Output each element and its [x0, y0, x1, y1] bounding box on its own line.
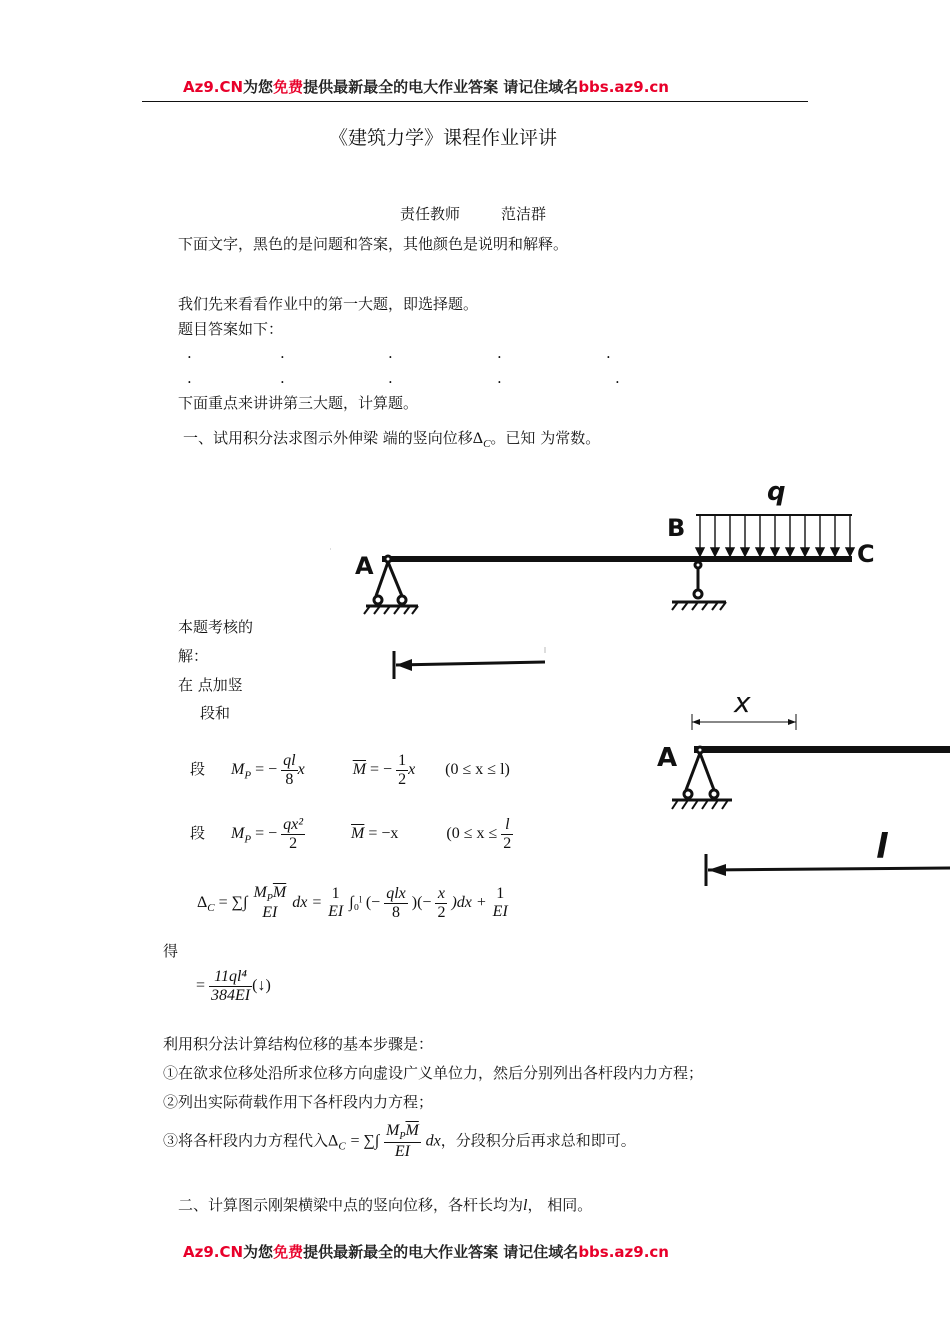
label-c: C [857, 540, 875, 568]
integral-body: ∫₀ˡ (− [349, 893, 381, 911]
result-numerator: 11ql⁴ [209, 968, 252, 987]
mbar-in-integral: $\overline{M}$ [272, 884, 287, 901]
header-banner [183, 76, 669, 97]
step-2: ②列出实际荷载作用下各杆段内力方程； [163, 1093, 434, 1111]
segment-2-label: 段 [190, 824, 206, 843]
step-3-ei: EI [394, 1143, 410, 1161]
denominator-2b: 2 [289, 835, 298, 852]
question-2-text-b: ， 相同。 [527, 1196, 593, 1214]
label-a-2: A [657, 743, 678, 773]
equation-segment-2 [190, 816, 513, 853]
pin-support-a-2 [672, 747, 732, 800]
answer-dot: . [615, 369, 620, 387]
footer-brand: Az9.CN [183, 1243, 244, 1261]
denominator-2d: 2 [437, 903, 446, 921]
step-3-sub-c: C [338, 1140, 346, 1153]
sub-p-3: P [266, 893, 273, 905]
label-b: B [667, 514, 686, 542]
eq-neg-x: = −x [368, 825, 399, 843]
step-3-sum-int: = ∑∫ [350, 1132, 380, 1150]
pin-support-a [366, 556, 418, 606]
numerator-1b: 1 [331, 885, 340, 903]
teacher-name: 范洁群 [501, 205, 547, 223]
equation-delta-c [197, 884, 510, 922]
footer-free: 免费 [273, 1243, 304, 1261]
mp-symbol: M [231, 761, 245, 779]
eq-neg-2: = − [370, 761, 393, 779]
answer-dot: . [187, 344, 192, 362]
mbar-symbol: $\overline{M}$ [352, 761, 367, 779]
numerator-qlx: qlx [386, 884, 406, 902]
header-rule [142, 101, 808, 102]
fraction-result [209, 968, 252, 1005]
fraction-qlx-8 [384, 885, 408, 922]
step-1: ①在欲求位移处沿所求位移方向虚设广义单位力，然后分别列出各杆段内力方程； [163, 1064, 704, 1082]
step-3-text-a: ③将各杆段内力方程代入 [163, 1131, 329, 1150]
eq-neg: = − [255, 761, 278, 779]
answer-dot: . [497, 344, 502, 362]
result-direction: (↓) [252, 977, 271, 995]
answers-label: 题目答案如下： [178, 320, 284, 338]
ei-denominator: EI [262, 904, 278, 922]
answer-dot: . [280, 369, 285, 387]
step-3-text-b: ，分段积分后再求总和即可。 [440, 1131, 636, 1150]
var-x: x [297, 761, 305, 779]
ei-denominator-2: EI [328, 903, 344, 921]
banner-brand: Az9.CN [183, 78, 244, 96]
numerator-x: x [435, 885, 447, 904]
dx-eq: dx = [292, 893, 323, 911]
unit-load-figure [650, 682, 950, 892]
denominator-8: 8 [285, 771, 294, 788]
label-q: q [767, 477, 786, 507]
subscript-c: C [483, 438, 491, 450]
sub-c-2: C [207, 901, 215, 914]
de-label: 得 [163, 942, 179, 960]
question-1-text-b: 。已知 为常数。 [490, 429, 601, 447]
ei-denominator-3: EI [492, 903, 508, 921]
tail-part: )dx + [451, 893, 487, 911]
mp-symbol-2: M [231, 825, 245, 843]
result-eq: = [196, 977, 206, 995]
answer-dot: . [497, 369, 502, 387]
denominator-2c: 2 [503, 835, 512, 852]
answer-dot: . [280, 344, 285, 362]
step-3-dx: dx [425, 1132, 441, 1150]
var-x-2: x [408, 761, 416, 779]
answer-dot: . [606, 344, 611, 362]
roller-support-b [672, 562, 726, 602]
distributed-load-arrows [696, 515, 854, 556]
question-1-text-a: 一、试用积分法求图示外伸梁 端的竖向位移 [183, 429, 473, 447]
banner-url: bbs.az9.cn [578, 78, 669, 96]
step-3-delta: Δ [328, 1132, 339, 1150]
equation-segment-1 [190, 752, 510, 789]
segment-text: 段和 [200, 704, 231, 722]
page-title: 《建筑力学》课程作业评讲 [329, 127, 558, 149]
segment-1-label: 段 [190, 760, 206, 779]
denominator-8b: 8 [391, 903, 400, 921]
banner-free: 免费 [273, 78, 304, 96]
answer-dot: . [388, 344, 393, 362]
banner-text-1: 为您 [243, 78, 274, 96]
steps-title: 利用积分法计算结构位移的基本步骤是： [163, 1035, 434, 1053]
sub-p-2: P [244, 833, 252, 846]
mp-in-integral: M [253, 884, 267, 901]
result-denominator: 384EI [211, 987, 251, 1004]
step-3-mp: M [386, 1122, 400, 1139]
dimension-arrow-partial [390, 645, 550, 685]
sum-int: = ∑∫ [218, 893, 248, 911]
footer-banner [183, 1241, 669, 1262]
answer-dot: . [187, 369, 192, 387]
footer-text-2: 提供最新最全的电大作业答案 请记住域名 [303, 1243, 579, 1261]
numerator-1: 1 [398, 752, 407, 769]
numerator-qx2: qx² [283, 816, 304, 833]
exam-text: 本题考核的 [178, 618, 254, 636]
mbar-symbol-2: $\overline{M}$ [351, 825, 365, 843]
numerator-ql: ql [283, 752, 296, 769]
fraction-mpm-ei [251, 884, 288, 922]
choice-intro: 我们先来看看作业中的第一大题，即选择题。 [178, 295, 479, 313]
numerator-1c: 1 [496, 885, 505, 903]
step-3 [163, 1122, 636, 1161]
point-text: 在 点加竖 [178, 676, 243, 694]
label-x: x [734, 686, 751, 719]
solution-label: 解： [178, 647, 209, 665]
banner-text-2: 提供最新最全的电大作业答案 请记住域名 [303, 78, 579, 96]
range-2: (0 ≤ x ≤ [446, 825, 498, 843]
crop-mask [548, 870, 648, 940]
denominator-2: 2 [398, 771, 407, 788]
footer-text-1: 为您 [243, 1243, 274, 1261]
delta-symbol: Δ [472, 430, 484, 447]
fraction-1-ei-cut [491, 885, 510, 921]
question-2 [178, 1194, 592, 1215]
fraction-1-2 [396, 752, 408, 789]
step-3-fraction [384, 1122, 421, 1161]
step-3-mbar: $\overline{M}$ [405, 1122, 419, 1139]
beam-segment [694, 746, 950, 753]
step-3-sub-p: P [399, 1131, 406, 1143]
numerator-l: l [501, 816, 513, 835]
question-2-text-a: 二、计算图示刚架横梁中点的竖向位移，各杆长均为 [178, 1196, 524, 1214]
fraction-x-2 [435, 885, 447, 922]
fraction-1-ei [326, 885, 345, 921]
intro-text: 下面文字，黑色的是问题和答案，其他颜色是说明和解释。 [178, 235, 569, 253]
question-2-l: l [523, 1197, 528, 1214]
answer-dot: . [388, 369, 393, 387]
fraction-qx2-2 [281, 816, 305, 853]
fraction-l-2 [501, 816, 513, 853]
eq-neg-3: = − [255, 825, 278, 843]
footer-url: bbs.az9.cn [578, 1243, 669, 1261]
equation-result [196, 968, 271, 1005]
question-1 [183, 427, 600, 450]
beam-ab-c [382, 556, 852, 562]
beam-figure [330, 470, 890, 620]
fraction-ql-8 [281, 752, 297, 789]
sub-p: P [244, 769, 252, 782]
teacher-label: 责任教师 [400, 205, 461, 223]
mid-part: )(− [411, 893, 432, 911]
calc-intro: 下面重点来讲讲第三大题，计算题。 [178, 394, 419, 412]
delta-c: Δ [197, 893, 208, 911]
label-l: l [876, 827, 888, 867]
label-a: A [355, 552, 374, 580]
range-1: (0 ≤ x ≤ l) [445, 761, 510, 779]
